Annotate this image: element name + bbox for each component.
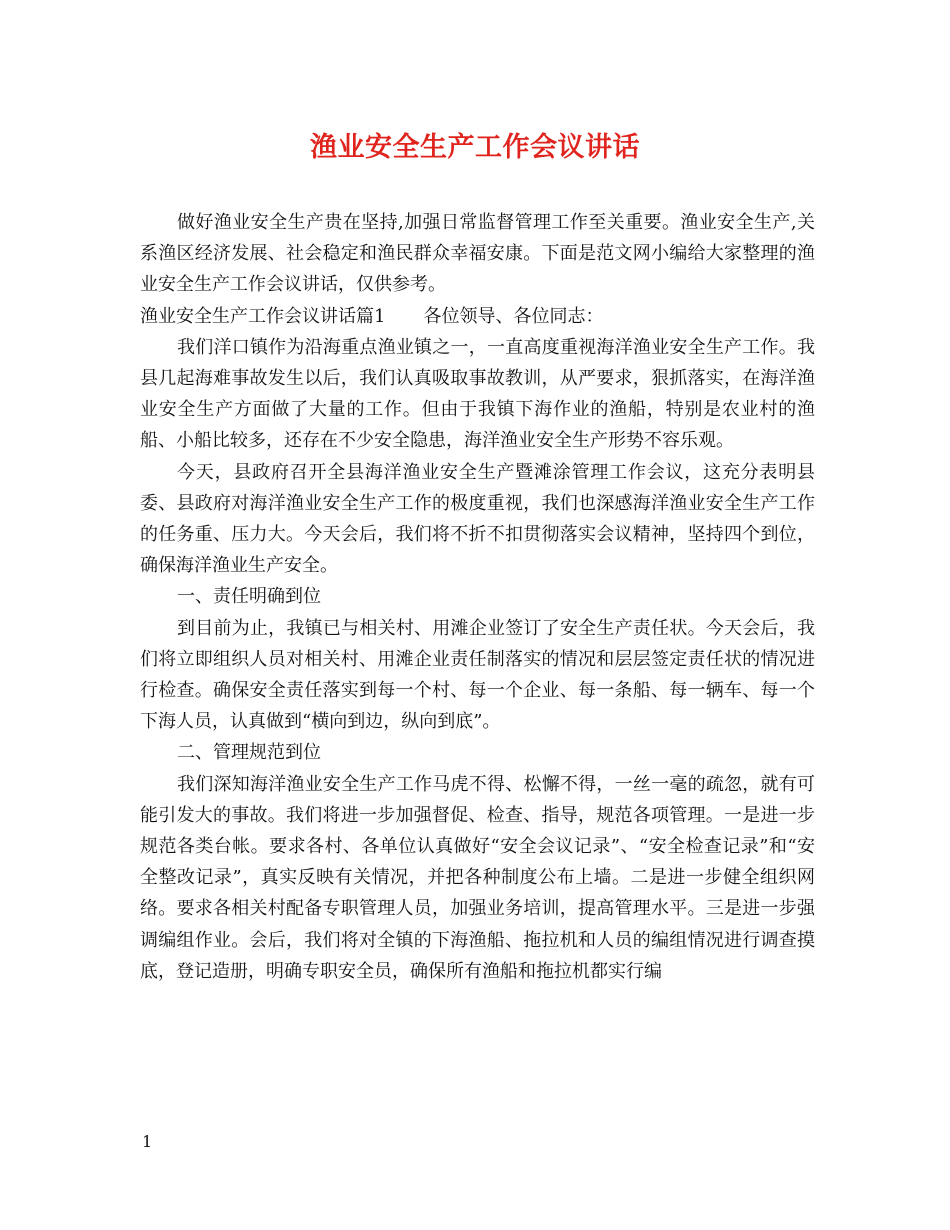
paragraph-meeting: 今天，县政府召开全县海洋渔业安全生产暨滩涂管理工作会议，这充分表明县委、县政府对海洋渔业安全生产工作的极度重视，我们也深感海洋渔业安全生产工作的任务重、压力大。今天会后，我们将不折不扣贯彻落实会议精神，坚持四个到位，确保海洋渔业生产安全。	[140, 461, 815, 577]
paragraph-management: 我们深知海洋渔业安全生产工作马虎不得、松懈不得，一丝一毫的疏忽，就有可能引发大的事故。我们将进一步加强督促、检查、指导，规范各项管理。一是进一步规范各类台帐。要求各村、各单位认真做好“安全会议记录”、“安全检查记录”和“安全整改记录”，真实反映有关情况，并把各种制度公布上墙。二是进一步健全组织网络。要求各相关村配备专职管理人员，加强业务培训，提高管理水平。三是进一步强调编组作业。会后，我们将对全镇的下海渔船、拖拉机和人员的编组情况进行调查摸底，登记造册，明确专职安全员，确保所有渔船和拖拉机都实行编	[140, 773, 815, 982]
document-body	[140, 207, 815, 987]
intro-paragraph: 做好渔业安全生产贵在坚持,加强日常监督管理工作至关重要。渔业安全生产,关系渔区经济发展、社会稳定和渔民群众幸福安康。下面是范文网小编给大家整理的渔业安全生产工作会议讲话，仅供参考。	[140, 212, 815, 296]
heading-management: 二、管理规范到位	[177, 742, 321, 764]
section-heading-line	[140, 301, 815, 332]
speech-title: 渔业安全生产工作会议讲话篇1	[140, 305, 386, 327]
paragraph-background: 我们洋口镇作为沿海重点渔业镇之一，一直高度重视海洋渔业安全生产工作。我县几起海难事故发生以后，我们认真吸取事故教训，从严要求，狠抓落实，在海洋渔业安全生产方面做了大量的工作。但由于我镇下海作业的渔船，特别是农业村的渔船、小船比较多，还存在不少安全隐患，海洋渔业安全生产形势不容乐观。	[140, 336, 815, 452]
page-title: 渔业安全生产工作会议讲话	[310, 132, 640, 163]
page-number: 1	[142, 1132, 153, 1151]
salutation: 各位领导、各位同志：	[423, 305, 604, 327]
heading-responsibility: 一、责任明确到位	[177, 586, 321, 608]
paragraph-responsibility: 到目前为止，我镇已与相关村、用滩企业签订了安全生产责任状。今天会后，我们将立即组织人员对相关村、用滩企业责任制落实的情况和层层签定责任状的情况进行检查。确保安全责任落实到每一个村、每一个企业、每一条船、每一辆车、每一个下海人员，认真做到“横向到边，纵向到底”。	[140, 617, 815, 733]
